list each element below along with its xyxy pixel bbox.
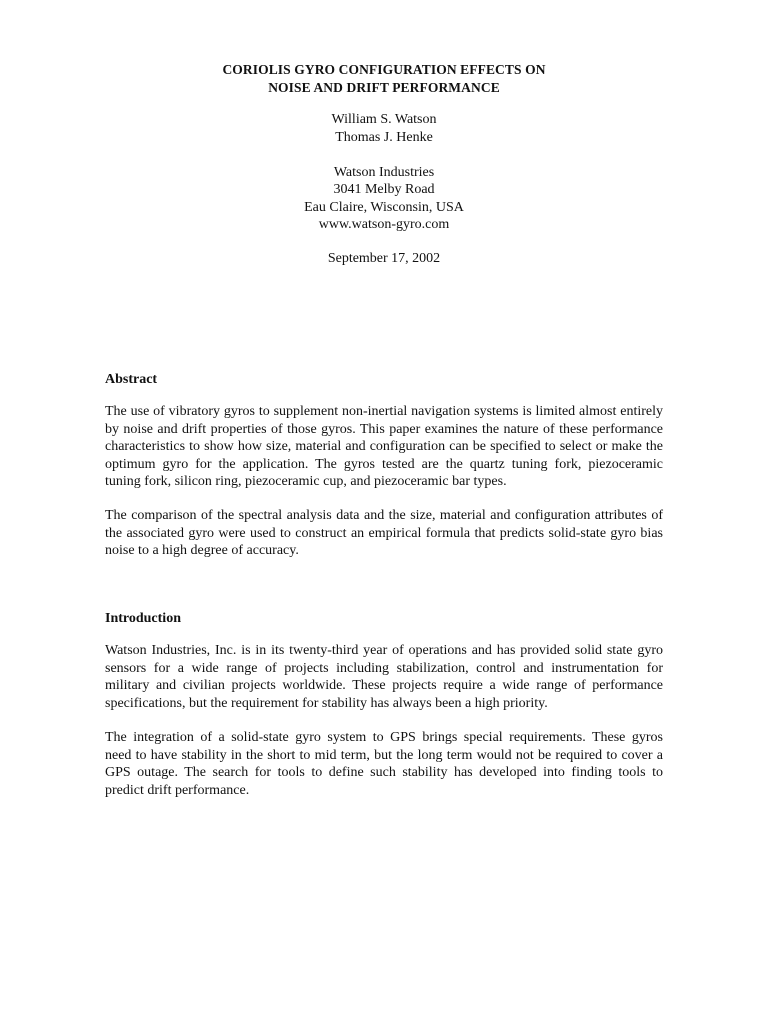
author-name: Thomas J. Henke <box>335 129 433 145</box>
text-line: sensors for a wide range of projects including stabilization, control and instrumentation for <box>105 660 663 676</box>
text-line: predict drift performance. <box>105 782 250 798</box>
text-line: military and civilian projects worldwide. These projects require a wide range of performance <box>105 678 663 694</box>
text-line: the associated gyro were used to construct an empirical formula that predicts solid-state gyro bias <box>105 525 663 541</box>
text-line: need to have stability in the short to mid term, but the long term would not be required to cover a <box>105 747 663 763</box>
paper-title-line-2: NOISE AND DRIFT PERFORMANCE <box>268 79 500 95</box>
text-line: The use of vibratory gyros to supplement non-inertial navigation systems is limited almost entirely <box>105 404 663 419</box>
abstract-paragraph-2 <box>105 507 663 560</box>
text-line: optimum gyro for the application. The gyros tested are the quartz tuning fork, piezoceramic <box>105 456 663 472</box>
text-line: Watson Industries, Inc. is in its twenty-third year of operations and has provided solid state gyro <box>105 643 663 658</box>
paper-date: September 17, 2002 <box>327 251 441 266</box>
text-line: The comparison of the spectral analysis data and the size, material and configuration attributes of <box>105 508 663 523</box>
text-line: GPS outage. The search for tools to define such stability has developed into finding tools to <box>105 765 663 781</box>
affiliation-company: Watson Industries <box>333 164 435 180</box>
text-line: specifications, but the requirement for stability has always been a high priority. <box>105 695 548 711</box>
affiliation-street: 3041 Melby Road <box>333 182 435 197</box>
text-line: tuning fork, silicon ring, piezoceramic cup, and piezoceramic bar types. <box>105 474 507 490</box>
paper-title-line-1: CORIOLIS GYRO CONFIGURATION EFFECTS ON <box>222 62 546 77</box>
affiliation-city: Eau Claire, Wisconsin, USA <box>304 199 464 215</box>
text-line: noise to a high degree of accuracy. <box>105 543 299 559</box>
introduction-paragraph-1 <box>105 642 663 712</box>
introduction-paragraph-2 <box>105 729 663 799</box>
affiliation-website: www.watson-gyro.com <box>318 217 450 232</box>
text-line: characteristics to show how size, material and configuration can be specified to select or make the <box>105 439 663 455</box>
introduction-heading: Introduction <box>105 611 181 626</box>
author-name: William S. Watson <box>331 112 437 127</box>
text-line: The integration of a solid-state gyro system to GPS brings special requirements. These gyros <box>105 730 663 745</box>
abstract-heading: Abstract <box>105 372 158 387</box>
abstract-paragraph-1 <box>105 403 663 491</box>
text-line: by noise and drift properties of those gyros. This paper examines the nature of these performance <box>105 421 663 437</box>
